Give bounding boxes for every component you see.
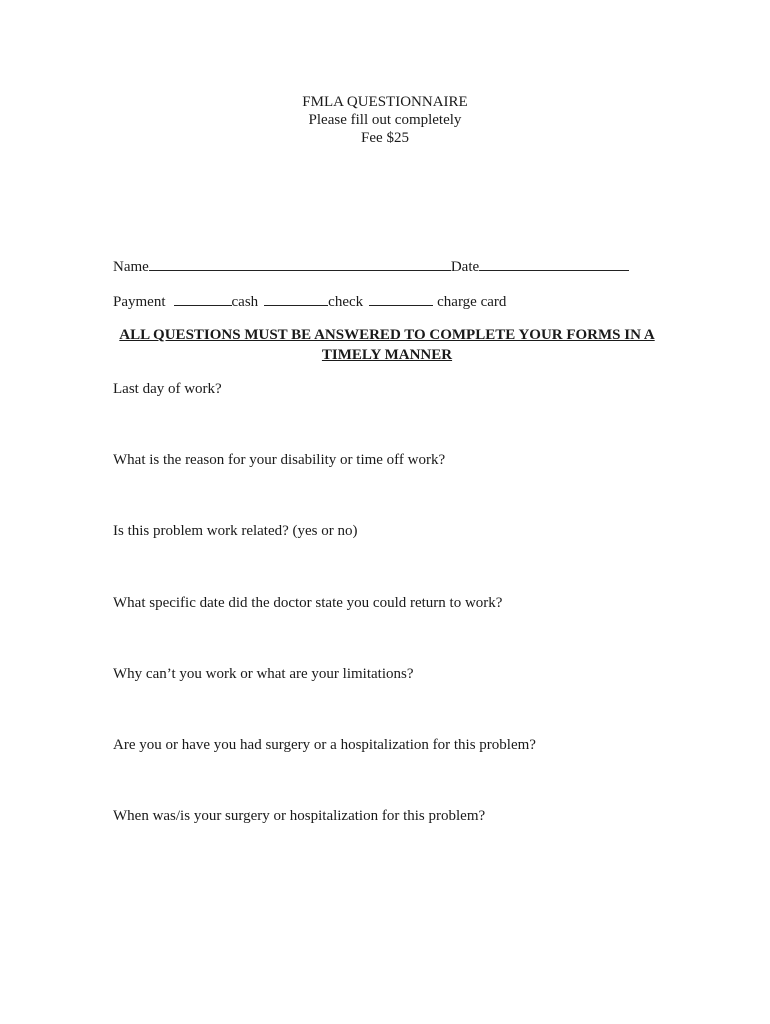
date-label: Date [450,259,480,275]
question-surgery: Are you or have you had surgery or a hospitalization for this problem? [113,737,536,753]
cash-field[interactable] [174,291,232,306]
form-header [0,93,770,147]
charge-card-label: charge card [437,294,507,310]
date-field[interactable] [479,256,629,271]
question-return-date: What specific date did the doctor state you could return to work? [113,595,503,611]
notice-text: ALL QUESTIONS MUST BE ANSWERED TO COMPLETE YOUR FORMS IN A TIMELY MANNER [119,327,655,363]
question-reason: What is the reason for your disability or time off work? [113,452,446,468]
question-work-related: Is this problem work related? (yes or no) [113,523,358,539]
charge-card-field[interactable] [369,291,433,306]
form-title: FMLA QUESTIONNAIRE [302,94,468,110]
question-last-day: Last day of work? [113,381,222,397]
payment-row [113,291,506,311]
check-field[interactable] [264,291,328,306]
check-label: check [328,294,364,310]
name-date-row [113,256,629,276]
question-surgery-date: When was/is your surgery or hospitalization for this problem? [113,808,486,824]
fee-text: Fee $25 [361,130,409,146]
payment-label: Payment [113,294,166,310]
question-limitations: Why can’t you work or what are your limitations? [113,666,414,682]
form-subtitle: Please fill out completely [308,112,462,128]
name-label: Name [113,259,149,275]
name-field[interactable] [149,256,451,271]
cash-label: cash [231,294,259,310]
